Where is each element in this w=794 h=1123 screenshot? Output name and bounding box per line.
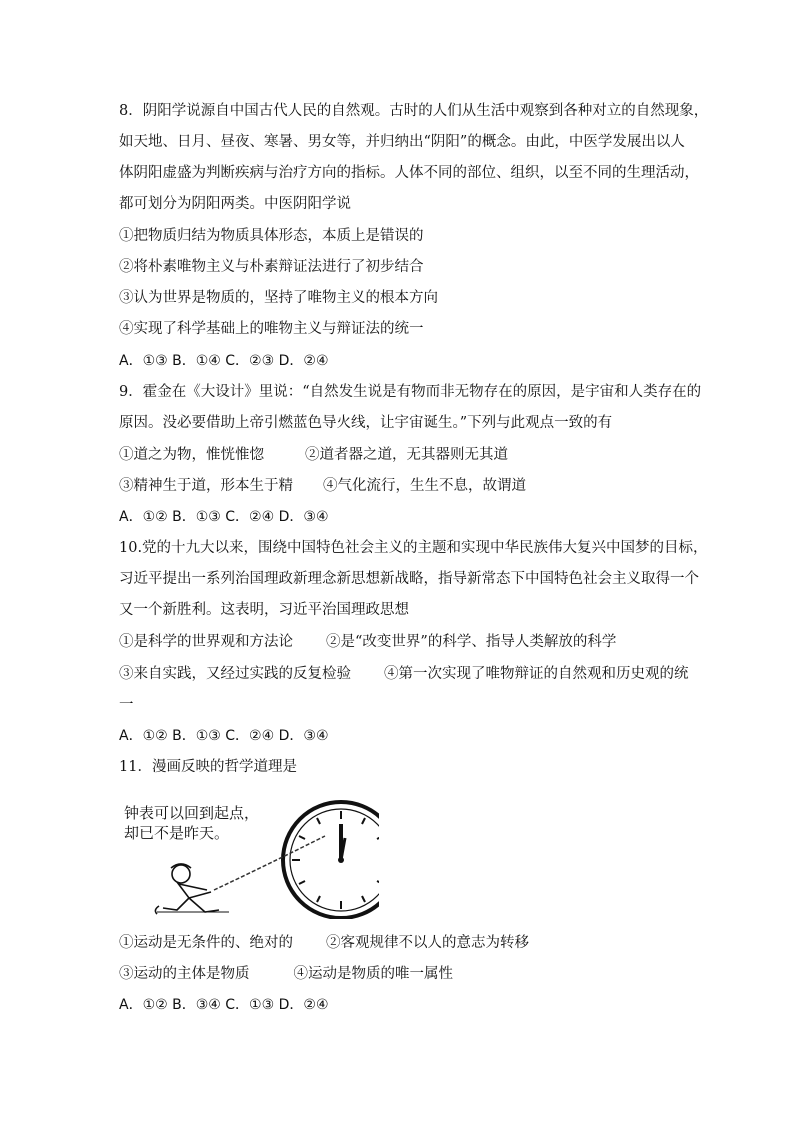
q8-option-3: ③认为世界是物质的，坚持了唯物主义的根本方向 bbox=[119, 290, 438, 306]
q8-answer-choices: A．①③ B．①④ C．②③ D．②④ bbox=[119, 353, 329, 369]
q9-stem-line-2: 原因。没必要借助上帝引燃蓝色导火线，让宇宙诞生。”下列与此观点一致的有 bbox=[119, 415, 613, 431]
q9-option-1: ①道之为物，惟恍惟惚 bbox=[119, 447, 264, 463]
q10-option-4-continuation: 一 bbox=[119, 697, 134, 713]
q11-options-row-1 bbox=[119, 933, 679, 953]
q10-option-2: ②是“改变世界”的科学、指导人类解放的科学 bbox=[326, 634, 617, 650]
clock-cartoon-image bbox=[119, 794, 379, 919]
q11-option-3: ③运动的主体是物质 bbox=[119, 966, 250, 982]
q10-stem-line-1: 10.党的十九大以来，围绕中国特色社会主义的主题和实现中华民族伟大复兴中国梦的目标， bbox=[119, 540, 708, 556]
q8-stem-line-1: 8．阴阳学说源自中国古代人民的自然观。古时的人们从生活中观察到各种对立的自然现象， bbox=[119, 103, 709, 119]
q10-option-3: ③来自实践，又经过实践的反复检验 bbox=[119, 666, 351, 682]
q11-option-2: ②客观规律不以人的意志为转移 bbox=[326, 935, 529, 951]
q10-option-1: ①是科学的世界观和方法论 bbox=[119, 634, 293, 650]
cartoon-drawing bbox=[119, 794, 379, 919]
q10-stem-line-3: 又一个新胜利。这表明，习近平治国理政思想 bbox=[119, 602, 409, 618]
q9-option-3: ③精神生于道，形本生于精 bbox=[119, 478, 293, 494]
q9-option-4: ④气化流行，生生不息，故谓道 bbox=[323, 478, 526, 494]
q10-options-row-2 bbox=[119, 664, 689, 684]
q9-stem-line-1: 9．霍金在《大设计》里说：“自然发生说是有物而非无物存在的原因，是宇宙和人类存在的 bbox=[119, 384, 702, 400]
q10-option-4: ④第一次实现了唯物辩证的自然观和历史观的统 bbox=[384, 666, 689, 682]
q9-options-row-2 bbox=[119, 476, 679, 496]
q8-option-1: ①把物质归结为物质具体形态，本质上是错误的 bbox=[119, 228, 424, 244]
q11-answer-choices: A．①② B．③④ C．①③ D．②④ bbox=[119, 997, 329, 1013]
q8-stem-line-4: 都可划分为阴阳两类。中医阴阳学说 bbox=[119, 196, 351, 212]
q8-stem-line-2: 如天地、日月、昼夜、寒暑、男女等，并归纳出“阴阳”的概念。由此，中医学发展出以人 bbox=[119, 134, 685, 150]
cartoon-caption-1: 钟表可以回到起点， bbox=[124, 804, 260, 822]
q8-stem-line-3: 体阴阳虚盛为判断疾病与治疗方向的指标。人体不同的部位、组织，以至不同的生理活动， bbox=[119, 165, 699, 181]
pulling-man-figure bbox=[155, 864, 229, 914]
q8-option-4: ④实现了科学基础上的唯物主义与辩证法的统一 bbox=[119, 321, 424, 337]
q10-stem-line-2: 习近平提出一系列治国理政新理念新思想新战略，指导新常态下中国特色社会主义取得一个 bbox=[119, 571, 699, 587]
q8-option-2: ②将朴素唯物主义与朴素辩证法进行了初步结合 bbox=[119, 259, 424, 275]
cartoon-caption-2: 却已不是昨天。 bbox=[124, 824, 230, 842]
q10-answer-choices: A．①② B．①③ C．②④ D．③④ bbox=[119, 728, 329, 744]
q9-options-row-1 bbox=[119, 445, 679, 465]
q11-option-4: ④运动是物质的唯一属性 bbox=[293, 966, 453, 982]
q9-answer-choices: A．①② B．①③ C．②④ D．③④ bbox=[119, 509, 329, 525]
q11-option-1: ①运动是无条件的、绝对的 bbox=[119, 935, 293, 951]
clock-icon bbox=[283, 802, 379, 918]
q10-options-row-1 bbox=[119, 632, 679, 652]
q11-options-row-2 bbox=[119, 964, 679, 984]
q9-option-2: ②道者器之道，无其器则无其道 bbox=[305, 447, 508, 463]
q11-stem: 11．漫画反映的哲学道理是 bbox=[119, 759, 297, 775]
